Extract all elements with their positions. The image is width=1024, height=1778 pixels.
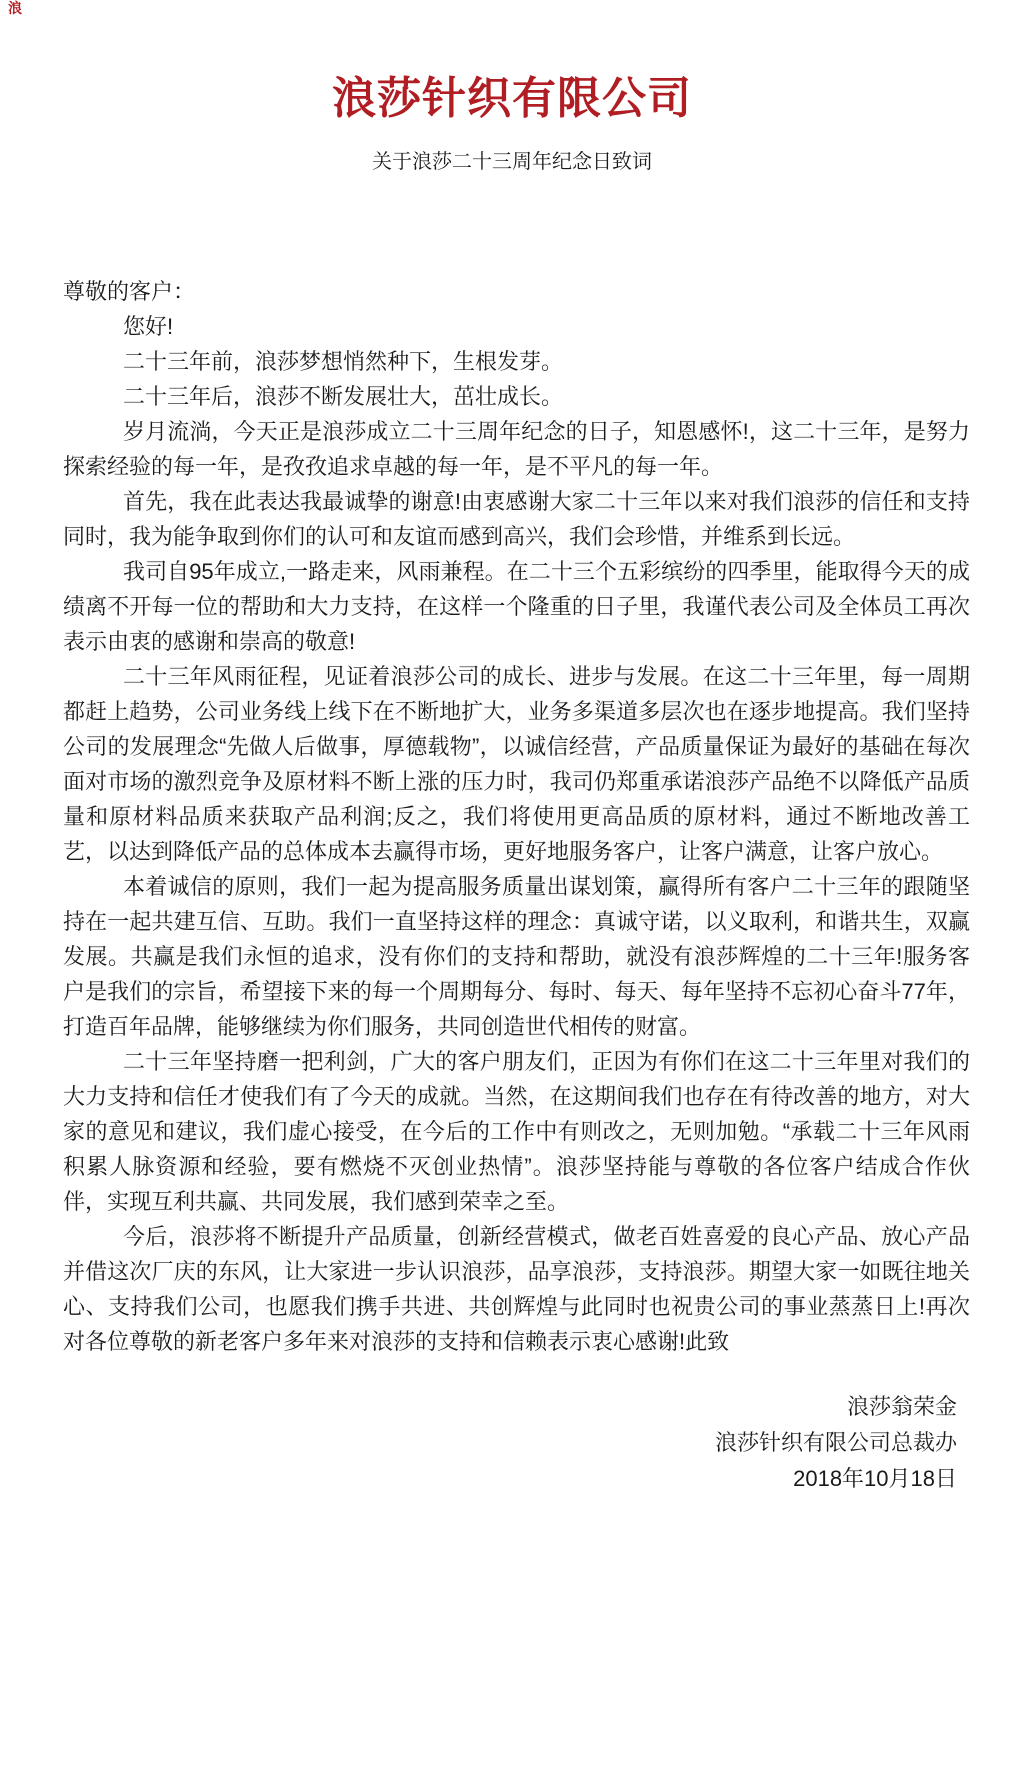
page-title: 浪莎针织有限公司 — [332, 74, 692, 123]
paragraph: 本着诚信的原则，我们一起为提高服务质量出谋划策，赢得所有客户二十三年的跟随坚持在一起共建互信、互助。我们一直坚持这样的理念：真诚守诺，以义取利，和谐共生，双赢发展。共赢是我们永恒的追求，没有你们的支持和帮助，就没有浪莎辉煌的二十三年!服务客户是我们的宗旨，希望接下来的每一个周期每分、每时、每天、每年坚持不忘初心奋斗77年，打造百年品牌，能够继续为你们服务，共同创造世代相传的财富。 — [63, 874, 970, 1039]
paragraph: 二十三年后，浪莎不断发展壮大，茁壮成长。 — [123, 384, 564, 409]
corner-mark: 浪 — [8, 0, 22, 16]
paragraph: 您好! — [123, 314, 174, 339]
paragraph: 今后，浪莎将不断提升产品质量，创新经营模式，做老百姓喜爱的良心产品、放心产品并借这次厂庆的东风，让大家进一步认识浪莎，品享浪莎，支持浪莎。期望大家一如既往地关心、支持我们公司，也愿我们携手共进、共创辉煌与此同时也祝贵公司的事业蒸蒸日上!再次对各位尊敬的新老客户多年来对浪莎的支持和信赖表示衷心感谢!此致 — [63, 1224, 970, 1354]
letter-date: 2018年10月18日 — [793, 1466, 957, 1491]
signer-department: 浪莎针织有限公司总裁办 — [714, 1430, 957, 1455]
paragraph: 二十三年风雨征程，见证着浪莎公司的成长、进步与发展。在这二十三年里，每一周期都赶上趋势，公司业务线上线下在不断地扩大，业务多渠道多层次也在逐步地提高。我们坚持公司的发展理念“先做人后做事，厚德载物”，以诚信经营，产品质量保证为最好的基础在每次面对市场的激烈竞争及原材料不断上涨的压力时，我司仍郑重承诺浪莎产品绝不以降低产品质量和原材料品质来获取产品利润;反之，我们将使用更高品质的原材料，通过不断地改善工艺，以达到降低产品的总体成本去赢得市场，更好地服务客户，让客户满意，让客户放心。 — [63, 664, 970, 864]
paragraph: 首先，我在此表达我最诚挚的谢意!由衷感谢大家二十三年以来对我们浪莎的信任和支持同时，我为能争取到你们的认可和友谊而感到高兴，我们会珍惜，并维系到长远。 — [63, 489, 970, 549]
letter-body — [63, 274, 970, 1359]
page-subtitle: 关于浪莎二十三周年纪念日致词 — [372, 151, 652, 173]
paragraph: 二十三年坚持磨一把利剑，广大的客户朋友们，正因为有你们在这二十三年里对我们的大力支持和信任才使我们有了今天的成就。当然，在这期间我们也存在有待改善的地方，对大家的意见和建议，我们虚心接受，在今后的工作中有则改之，无则加勉。“承载二十三年风雨积累人脉资源和经验，要有燃烧不灭创业热情”。浪莎坚持能与尊敬的各位客户结成合作伙伴，实现互利共赢、共同发展，我们感到荣幸之至。 — [63, 1049, 970, 1214]
salutation: 尊敬的客户： — [63, 279, 196, 304]
signature-block — [0, 1389, 957, 1497]
paragraph: 二十三年前，浪莎梦想悄然种下，生根发芽。 — [123, 349, 564, 374]
paragraph: 岁月流淌，今天正是浪莎成立二十三周年纪念的日子，知恩感怀!，这二十三年，是努力探索经验的每一年，是孜孜追求卓越的每一年，是不平凡的每一年。 — [63, 419, 970, 479]
paragraph: 我司自95年成立,一路走来，风雨兼程。在二十三个五彩缤纷的四季里，能取得今天的成绩离不开每一位的帮助和大力支持，在这样一个隆重的日子里，我谨代表公司及全体员工再次表示由衷的感谢和崇高的敬意! — [63, 559, 970, 654]
signer-name: 浪莎翁荣金 — [846, 1394, 957, 1419]
